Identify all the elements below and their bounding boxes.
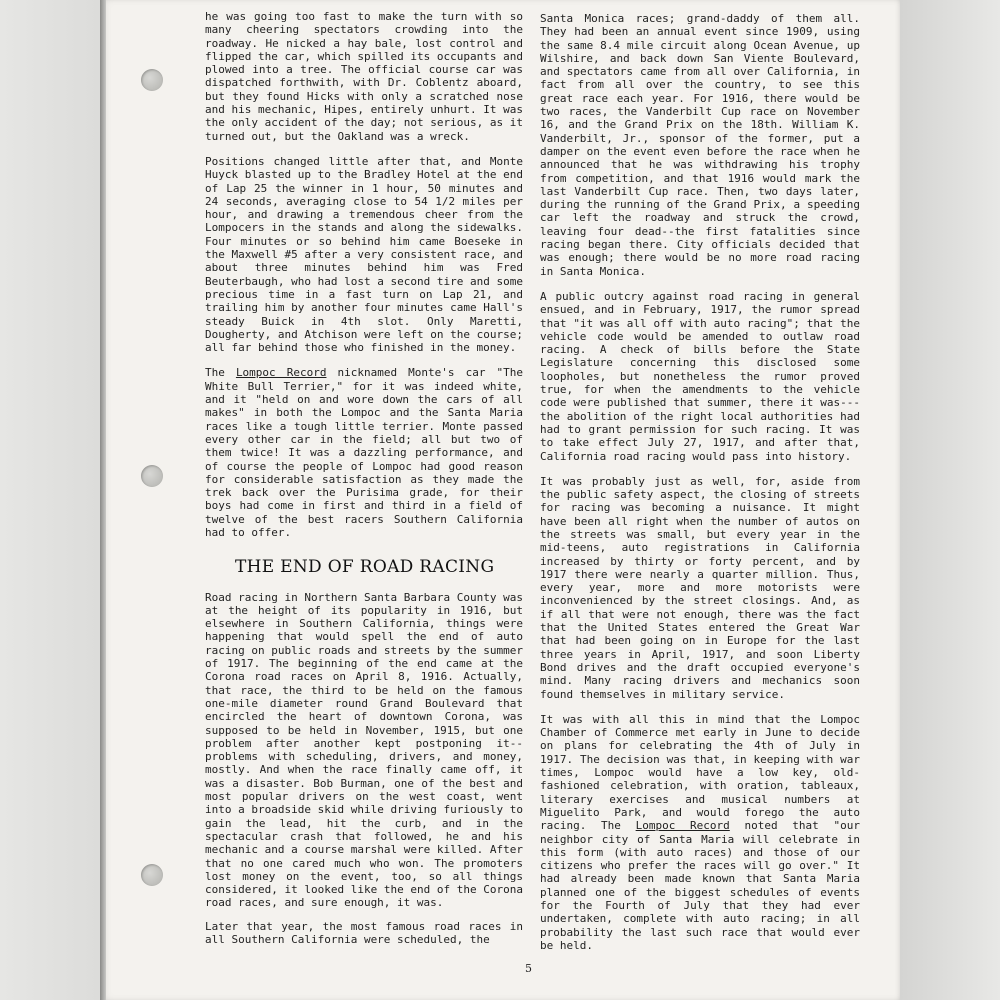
left-paragraph-positions: Positions changed little after that, and Monte Huyck blasted up to the Bradley Hotel at the end of Lap 25 the winner in 1 hour, 50 minutes and 24 seconds, averaging close to 54 1/2 miles per hour, and drawing a tremendous cheer from the Lompocers in the stands and along the sidewalks. Four minutes or so behind him came Boeseke in the Maxwell #5 after a very consistent race, and about three minutes behind him was Fred Beuterbaugh, who had lost a second tire and some precious time in a fast turn on Lap 21, and trailing him by another four minutes came Hall's steady Buick in 4th slot. Only Maretti, Dougherty, and Atchison were left on the course; all far behind those who finished in the money. [205,154,523,355]
binder-hole-bottom [141,864,163,886]
newspaper-title: Lompoc Record [635,819,730,833]
right-paragraph-chamber [540,713,860,952]
scan-background-left [0,0,100,1000]
page-number: 5 [525,962,532,975]
chamber-text-post: noted that "our neighbor city of Santa Maria will celebrate in this form (with auto races) and those of our citizens who prefer the races will go over." It had already been made known that Santa Maria planned one of the biggest schedules of events for the Fourth of July that they had ever undertaken, complete with auto racing; in all probability the last such race that would ever be held. [540,819,860,952]
binder-hole-middle [141,465,163,487]
right-paragraph-outcry: A public outcry against road racing in general ensued, and in February, 1917, the rumor spread that "it was all off with auto racing"; that the vehicle code would be amended to outlaw road racing. A check of bills before the State Legislature concerning this disclosed some loopholes, but nonetheless the rumor proved true, for when the amendments to the vehicle code were published that summer, there it was--- the abolition of the right local authorities had had to grant permission for such racing. It was to take effect July 27, 1917, and after that, California road racing would pass into history. [540,289,860,463]
left-paragraph-later: Later that year, the most famous road races in all Southern California were scheduled, the [205,919,523,946]
section-heading: THE END OF ROAD RACING [235,557,495,578]
chamber-text-pre: It was with all this in mind that the Lompoc Chamber of Commerce met early in June to decide on plans for celebrating the 4th of July in 1917. The decision was that, in keeping with war times, Lompoc would have a low key, old-fashioned celebration, with oration, tableaux, literary exercises and musical numbers at Miguelito Park, and would forego the auto racing. The [540,712,860,833]
left-paragraph-nickname [205,366,523,539]
right-column [540,12,860,964]
left-column [205,10,523,958]
page-binding-edge [100,0,106,1000]
scan-background-right [900,0,1000,1000]
nickname-text-pre: The [205,366,236,380]
binder-hole-top [141,69,163,91]
nickname-text-post: nicknamed Monte's car "The White Bull Terrier," for it was indeed white, and it "held on and wore down the cars of all makes" in both the Lompoc and the Santa Maria races like a tough little terrier. Monte passed every other car in the field; all but two of them twice! It was a dazzling performance, and of course the people of Lompoc had good reason for considerable satisfaction as they made the trek back over the Purisima grade, for their boys had come in first and third in a field of twelve of the best racers Southern California had to offer. [205,366,524,539]
right-paragraph-santa-monica: Santa Monica races; grand-daddy of them all. They had been an annual event since 1909, using the same 8.4 mile circuit along Ocean Avenue, up Wilshire, and back down San Viente Boulevard, and spectators came from all over California, in fact from all over the country, to see this great race each year. For 1916, there would be two races, the Vanderbilt Cup race on November 16, and the Grand Prix on the 18th. William K. Vanderbilt, Jr., sponsor of the former, put a damper on the event even before the race when he announced that he was withdrawing his trophy from competition, and that 1916 would mark the last Vanderbilt Cup race. Then, two days later, during the running of the Grand Prix, a speeding car left the roadway and struck the crowd, leaving four dead--the first fatalities since racing began there. City officials decided that was enough; there would be no more road racing in Santa Monica. [540,12,860,278]
left-paragraph-accident: he was going too fast to make the turn with so many cheering spectators crowding into the roadway. He nicked a hay bale, lost control and flipped the car, which spilled its occupants and plowed into a tree. The official course car was dispatched forthwith, with Dr. Coblentz aboard, but they found Hicks with only a scratched nose and his mechanic, Hipes, entirely unhurt. It was the only accident of the day; not serious, as it turned out, but the Oakland was a wreck. [205,10,523,143]
newspaper-title: Lompoc Record [235,366,327,380]
right-paragraph-nuisance: It was probably just as well, for, aside from the public safety aspect, the closing of streets for racing was becoming a nuisance. It might have been all right when the number of autos on the streets was small, but every year in the mid-teens, auto registrations in California increased by thirty or forty percent, and by 1917 there were nearly a quarter million. Thus, every year, more and more motorists were inconvenienced by the street closings. And, as if all that were not enough, there was the fact that the United States entered the Great War that had been going on in Europe for the last three years in April, 1917, and soon Liberty Bond drives and the draft occupied everyone's mind. Many racing drivers and mechanics soon found themselves in military service. [540,474,860,701]
left-paragraph-corona: Road racing in Northern Santa Barbara County was at the height of its popularity in 1916, but elsewhere in Southern California, things were happening that would spell the end of auto racing on public roads and streets by the summer of 1917. The beginning of the end came at the Corona road races on April 8, 1916. Actually, that race, the third to be held on the famous one-mile diameter round Grand Boulevard that encircled the heart of downtown Corona, was supposed to be held in November, 1915, but one problem after another kept postponing it--problems with scheduling, drivers, and money, mostly. And when the race finally came off, it was a disaster. Bob Burman, one of the best and most popular drivers on the west coast, went into a broadside skid while driving furiously to gain the lead, hit the curb, and in the spectacular crash that followed, he and his mechanic and a course marshal were killed. After that no one cared much who won. The promoters lost money on the event, too, so all things considered, it looked like the end of the Corona road races, and sure enough, it was. [205,590,523,910]
